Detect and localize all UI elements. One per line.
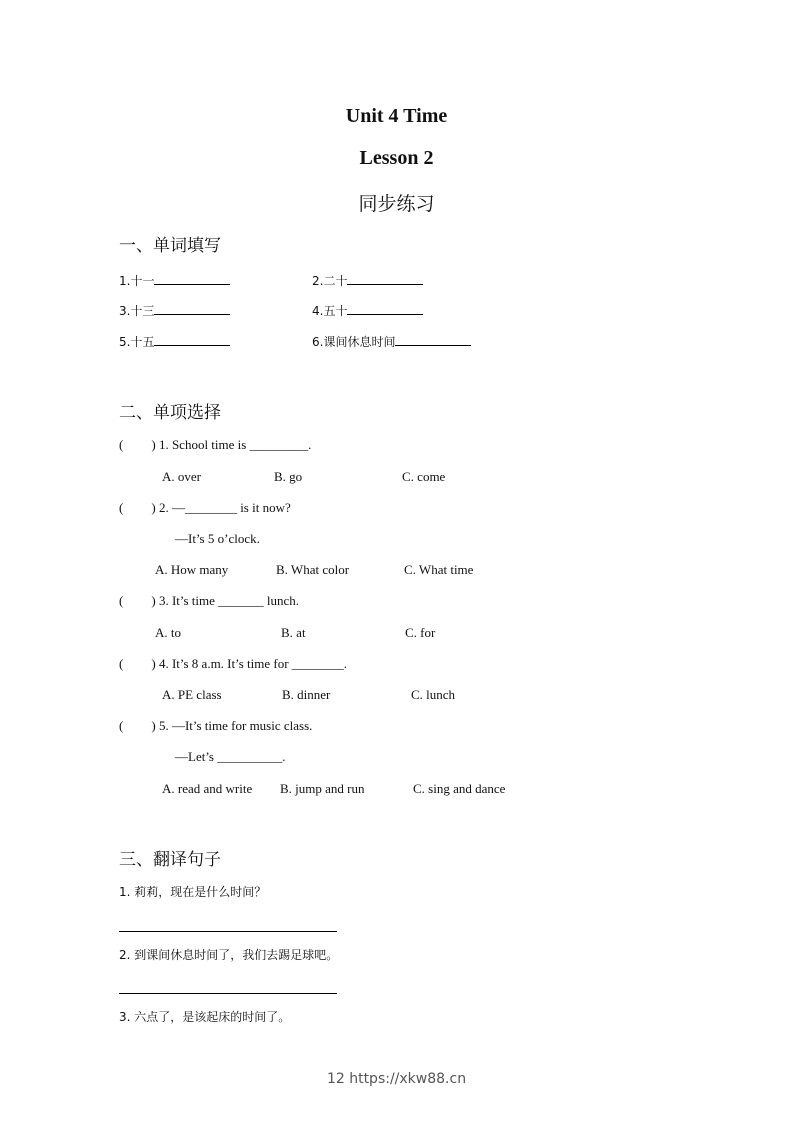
- answer-blank[interactable]: [347, 272, 423, 285]
- option-a[interactable]: A. to: [155, 625, 181, 640]
- option-b[interactable]: B. at: [281, 625, 306, 640]
- option-c[interactable]: C. What time: [404, 562, 474, 577]
- section-heading-vocabulary: 一、单词填写: [119, 236, 221, 256]
- question-3: [119, 593, 299, 609]
- option-c[interactable]: C. come: [402, 469, 446, 484]
- option-a[interactable]: A. read and write: [162, 781, 253, 796]
- translate-sentence-1: 1. 莉莉，现在是什么时间？: [119, 885, 267, 899]
- answer-blank[interactable]: [154, 272, 230, 285]
- section-heading-multiple-choice: 二、单项选择: [119, 403, 221, 423]
- answer-blank[interactable]: [395, 333, 471, 346]
- option-b[interactable]: B. go: [274, 469, 303, 484]
- fill-item-4: [312, 302, 423, 319]
- fill-item-label: 3.十三: [119, 304, 155, 318]
- option-b[interactable]: B. What color: [276, 562, 350, 577]
- option-c[interactable]: C. for: [405, 625, 436, 640]
- page-title: Unit 4 Time: [345, 105, 448, 127]
- answer-blank[interactable]: [154, 302, 230, 315]
- question-text: 5. —It’s time for music class.: [158, 718, 313, 733]
- answer-paren-open[interactable]: (: [119, 718, 124, 733]
- fill-item-2: [312, 272, 423, 289]
- question-text: 3. It’s time _______ lunch.: [158, 593, 300, 608]
- option-a[interactable]: A. How many: [155, 562, 229, 577]
- answer-line-2[interactable]: [119, 993, 337, 994]
- question-2: [119, 500, 291, 516]
- question-5: [119, 718, 312, 734]
- option-a[interactable]: A. PE class: [162, 687, 222, 702]
- answer-paren-open[interactable]: (: [119, 593, 124, 608]
- fill-item-3: [119, 302, 230, 319]
- answer-paren-open[interactable]: (: [119, 500, 124, 515]
- answer-paren-close: ): [151, 437, 156, 452]
- answer-line-1[interactable]: [119, 931, 337, 932]
- fill-item-label: 4.五十: [312, 304, 348, 318]
- option-a[interactable]: A. over: [162, 469, 201, 484]
- question-text: 4. It’s 8 a.m. It’s time for ________.: [158, 656, 348, 671]
- option-c[interactable]: C. sing and dance: [413, 781, 506, 796]
- section-heading-translation: 三、翻译句子: [119, 850, 221, 870]
- question-1: [119, 437, 311, 453]
- question-4: [119, 656, 347, 672]
- lesson-title: Lesson 2: [359, 147, 434, 169]
- page-subtitle: 同步练习: [358, 193, 435, 215]
- answer-paren-close: ): [151, 656, 156, 671]
- fill-item-label: 6.课间休息时间: [312, 335, 396, 349]
- answer-paren-close: ): [151, 500, 156, 515]
- answer-blank[interactable]: [154, 333, 230, 346]
- translate-sentence-2: 2. 到课间休息时间了，我们去踢足球吧。: [119, 948, 339, 962]
- answer-paren-close: ): [151, 718, 156, 733]
- question-2-response: —It’s 5 o’clock.: [175, 531, 260, 546]
- fill-item-6: [312, 333, 471, 350]
- question-text: 1. School time is _________.: [158, 437, 312, 452]
- option-c[interactable]: C. lunch: [411, 687, 456, 702]
- fill-item-label: 5.十五: [119, 335, 155, 349]
- fill-item-5: [119, 333, 230, 350]
- answer-paren-close: ): [151, 593, 156, 608]
- fill-item-label: 1.十一: [119, 274, 155, 288]
- option-b[interactable]: B. dinner: [282, 687, 331, 702]
- fill-item-1: [119, 272, 230, 289]
- footer-page-url: 12 https://xkw88.cn: [326, 1071, 467, 1087]
- translate-sentence-3: 3. 六点了，是该起床的时间了。: [119, 1010, 291, 1024]
- question-5-response: —Let’s __________.: [175, 749, 286, 764]
- answer-paren-open[interactable]: (: [119, 437, 124, 452]
- answer-paren-open[interactable]: (: [119, 656, 124, 671]
- fill-item-label: 2.二十: [312, 274, 348, 288]
- answer-blank[interactable]: [347, 302, 423, 315]
- option-b[interactable]: B. jump and run: [280, 781, 365, 796]
- question-text: 2. —________ is it now?: [158, 500, 291, 515]
